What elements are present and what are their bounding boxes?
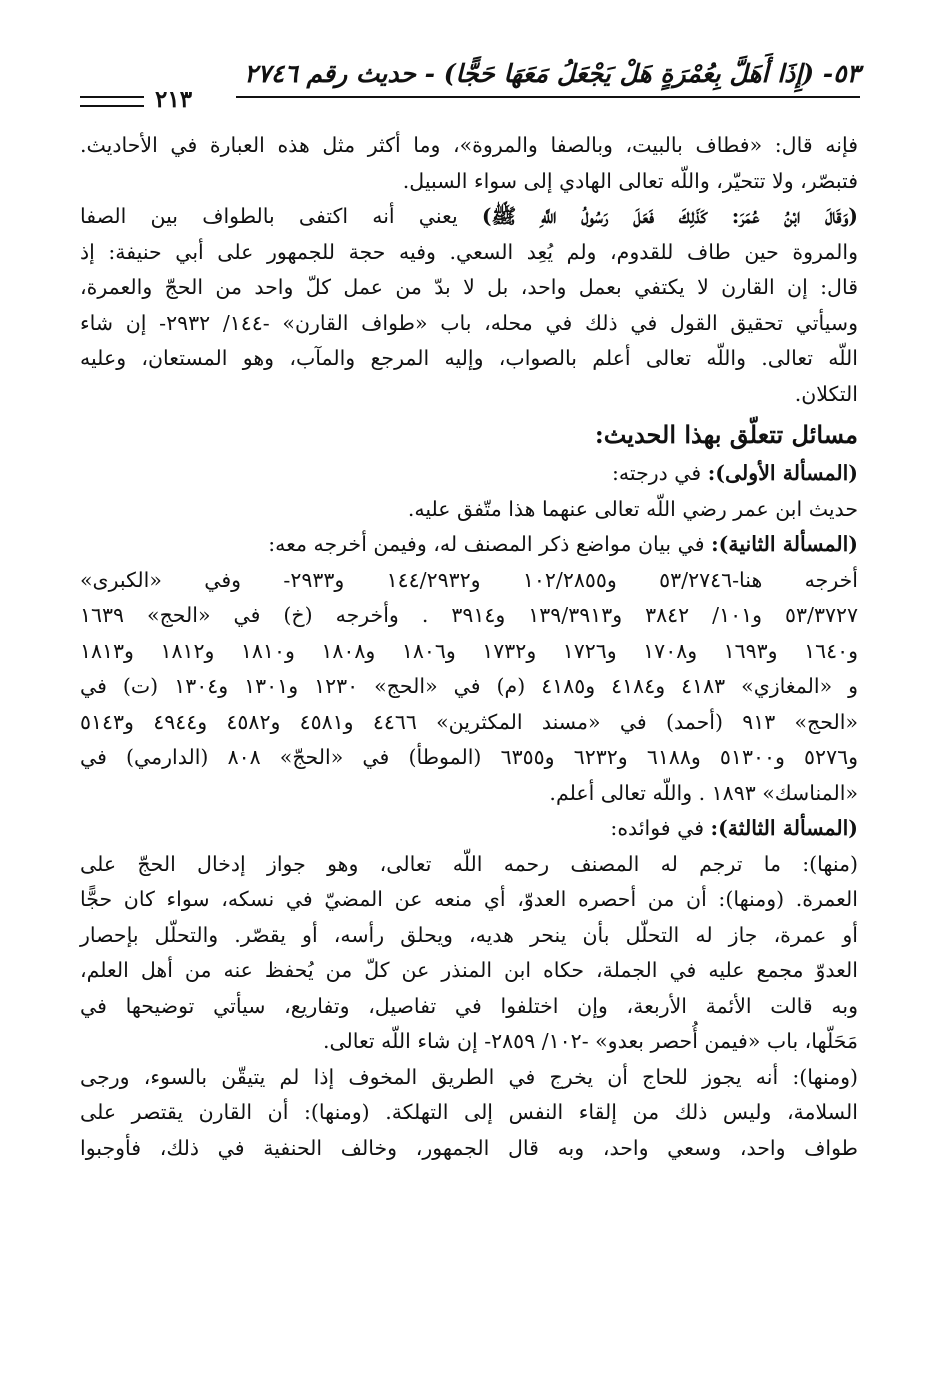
text-line: والمروة حين طاف للقدوم، ولم يُعِد السعي. وفيه حجة للجمهور على أبي حنيفة: إذ [80, 239, 858, 264]
text-line: و٥٢٧٦ و٥١٣٠٠ و٦١٨٨ و٦٢٣٢ و٦٣٥٥ (الموطأ) في «الحجّ» ٨٠٨ (الدارمي) في [80, 745, 858, 769]
issue-1-label: (المسألة الأولى): [707, 461, 858, 485]
text-line: اللّه تعالى. واللّه تعالى أعلم بالصواب، وإليه المرجع والمآب، وهو المستعان، وعليه [80, 346, 858, 370]
main-text [80, 128, 858, 1166]
text-line: طواف واحد، وسعي واحد، وبه قال الجمهور، وخالف الحنفية في ذلك، فأوجبوا [80, 1135, 858, 1160]
issue-2-heading: في بيان مواضع ذكر المصنف له، وفيمن أخرجه معه: [268, 532, 712, 556]
text-line [80, 199, 858, 235]
text-line: ٥٣/٣٧٢٧ و١٠١/ ٣٨٤٢ و١٣٩/٣٩١٣ و٣٩١٤ . وأخرجه (خ) في «الحج» ١٦٣٩ [80, 603, 858, 627]
text-line: وبه قالت الأئمة الأربعة، وإن اختلفوا في تفاصيل، وتفاريع، سيأتي توضيحها في [80, 993, 858, 1018]
issue-1-heading: في درجته: [611, 461, 708, 485]
issue-1 [80, 456, 858, 527]
issue-3-continued [80, 1060, 858, 1167]
running-header-title: ٥٣- (إِذَا أَهَلَّ بِعُمْرَةٍ هَلْ يَجْعَلُ مَعَهَا حَجًّا) - حديث رقم ٢٧٤٦ [244, 59, 860, 88]
text-fragment: يعني أنه اكتفى بالطواف بين الصفا [80, 204, 482, 228]
issue-3-heading: في فوائده: [610, 816, 711, 840]
text-line: فتبصّر، ولا تتحيّر، واللّه تعالى الهادي إلى سواء السبيل. [402, 168, 858, 193]
text-line [80, 456, 858, 492]
text-line: قال: إن القارن لا يكتفي بعمل واحد، بل لا بدّ من عمل كلّ واحد من الحجّ والعمرة، [80, 275, 858, 299]
text-line: التكلان. [794, 381, 858, 406]
text-line: و١٦٤٠ و١٦٩٣ و١٧٠٨ و١٧٢٦ و١٧٣٢ و١٨٠٦ و١٨٠٨ و١٨١٠ و١٨١٢ و١٨١٣ [80, 638, 859, 663]
text-line: (منها): ما ترجم له المصنف رحمه اللّه تعالى، وهو جواز إدخال الحجّ على [80, 851, 858, 876]
text-line: وسيأتي تحقيق القول في ذلك في محله، باب «طواف القارن» -١٤٤/ ٢٩٣٢- إن شاء [80, 310, 858, 335]
text-line: حديث ابن عمر رضي اللّه تعالى عنهما هذا متّفق عليه. [407, 496, 858, 521]
text-line: «الحج» ٩١٣ (أحمد) في «مسند المكثرين» ٤٤٦٦ و٤٥٨١ و٤٥٨٢ و٤٩٤٤ و٥١٤٣ [80, 709, 858, 734]
text-line: أخرجه هنا-٥٣/٢٧٤٦ و١٠٢/٢٨٥٥ و١٤٤/٢٩٣٢ و٢٩٣٣- وفي «الكبرى» [80, 567, 858, 592]
issue-3-label: (المسألة الثالثة): [710, 816, 858, 840]
text-line: و «المغازي» ٤١٨٣ و٤١٨٤ و٤١٨٥ (م) في «الحج» ١٢٣٠ و١٣٠١ و١٣٠٤ (ت) في [80, 674, 859, 698]
issue-2 [80, 527, 858, 811]
text-line [80, 811, 858, 847]
text-line: «المناسك» ١٨٩٣ . واللّه تعالى أعلم. [549, 780, 858, 805]
paragraph-2 [80, 199, 858, 412]
section-title: مسائل تتعلّق بهذا الحديث: [594, 420, 858, 449]
text-line: فإنه قال: «فطاف بالبيت، وبالصفا والمروة»، وما أكثر مثل هذه العبارة في الأحاديث. [80, 133, 858, 157]
text-line: السلامة، وليس ذلك من إلقاء النفس إلى التهلكة. (ومنها): أن القارن يقتصر على [80, 1100, 858, 1124]
page-number-double-rule [80, 96, 144, 107]
text-line: مَحَلّها، باب «فيمن أُحصر بعدو» -١٠٢/ ٢٨٥٩- إن شاء اللّه تعالى. [322, 1029, 858, 1053]
paragraph-1 [80, 128, 858, 199]
text-line: العمرة. (ومنها): أن من أحصره العدوّ، أي منعه عن المضيّ في نسكه، سواء كان حجًّا [80, 887, 858, 911]
page-number: ٢١٣ [155, 86, 193, 113]
text-line [80, 527, 858, 563]
text-line: العدوّ مجمع عليه في الجملة، حكاه ابن المنذر عن كلّ من يُحفظ عنه من أهل العلم، [80, 958, 858, 982]
text-line: أو عمرة، جاز له التحلّل بأن ينحر هديه، ويحلق رأسه، أو يقصّر. والتحلّل بإحصار [80, 922, 858, 947]
hadith-quote: (وَقَالَ ابْنُ عُمَرَ: كَذَلِكَ فَعَلَ رَسُولُ اللَّهِ ﷺ) [481, 204, 859, 228]
issue-3 [80, 811, 858, 1060]
header-rule [236, 96, 860, 98]
text-line: (ومنها): أنه يجوز للحاج أن يخرج في الطريق المخوف إذا لم يتيقّن بالسوء، ورجى [80, 1064, 858, 1089]
issue-2-label: (المسألة الثانية): [711, 532, 858, 556]
